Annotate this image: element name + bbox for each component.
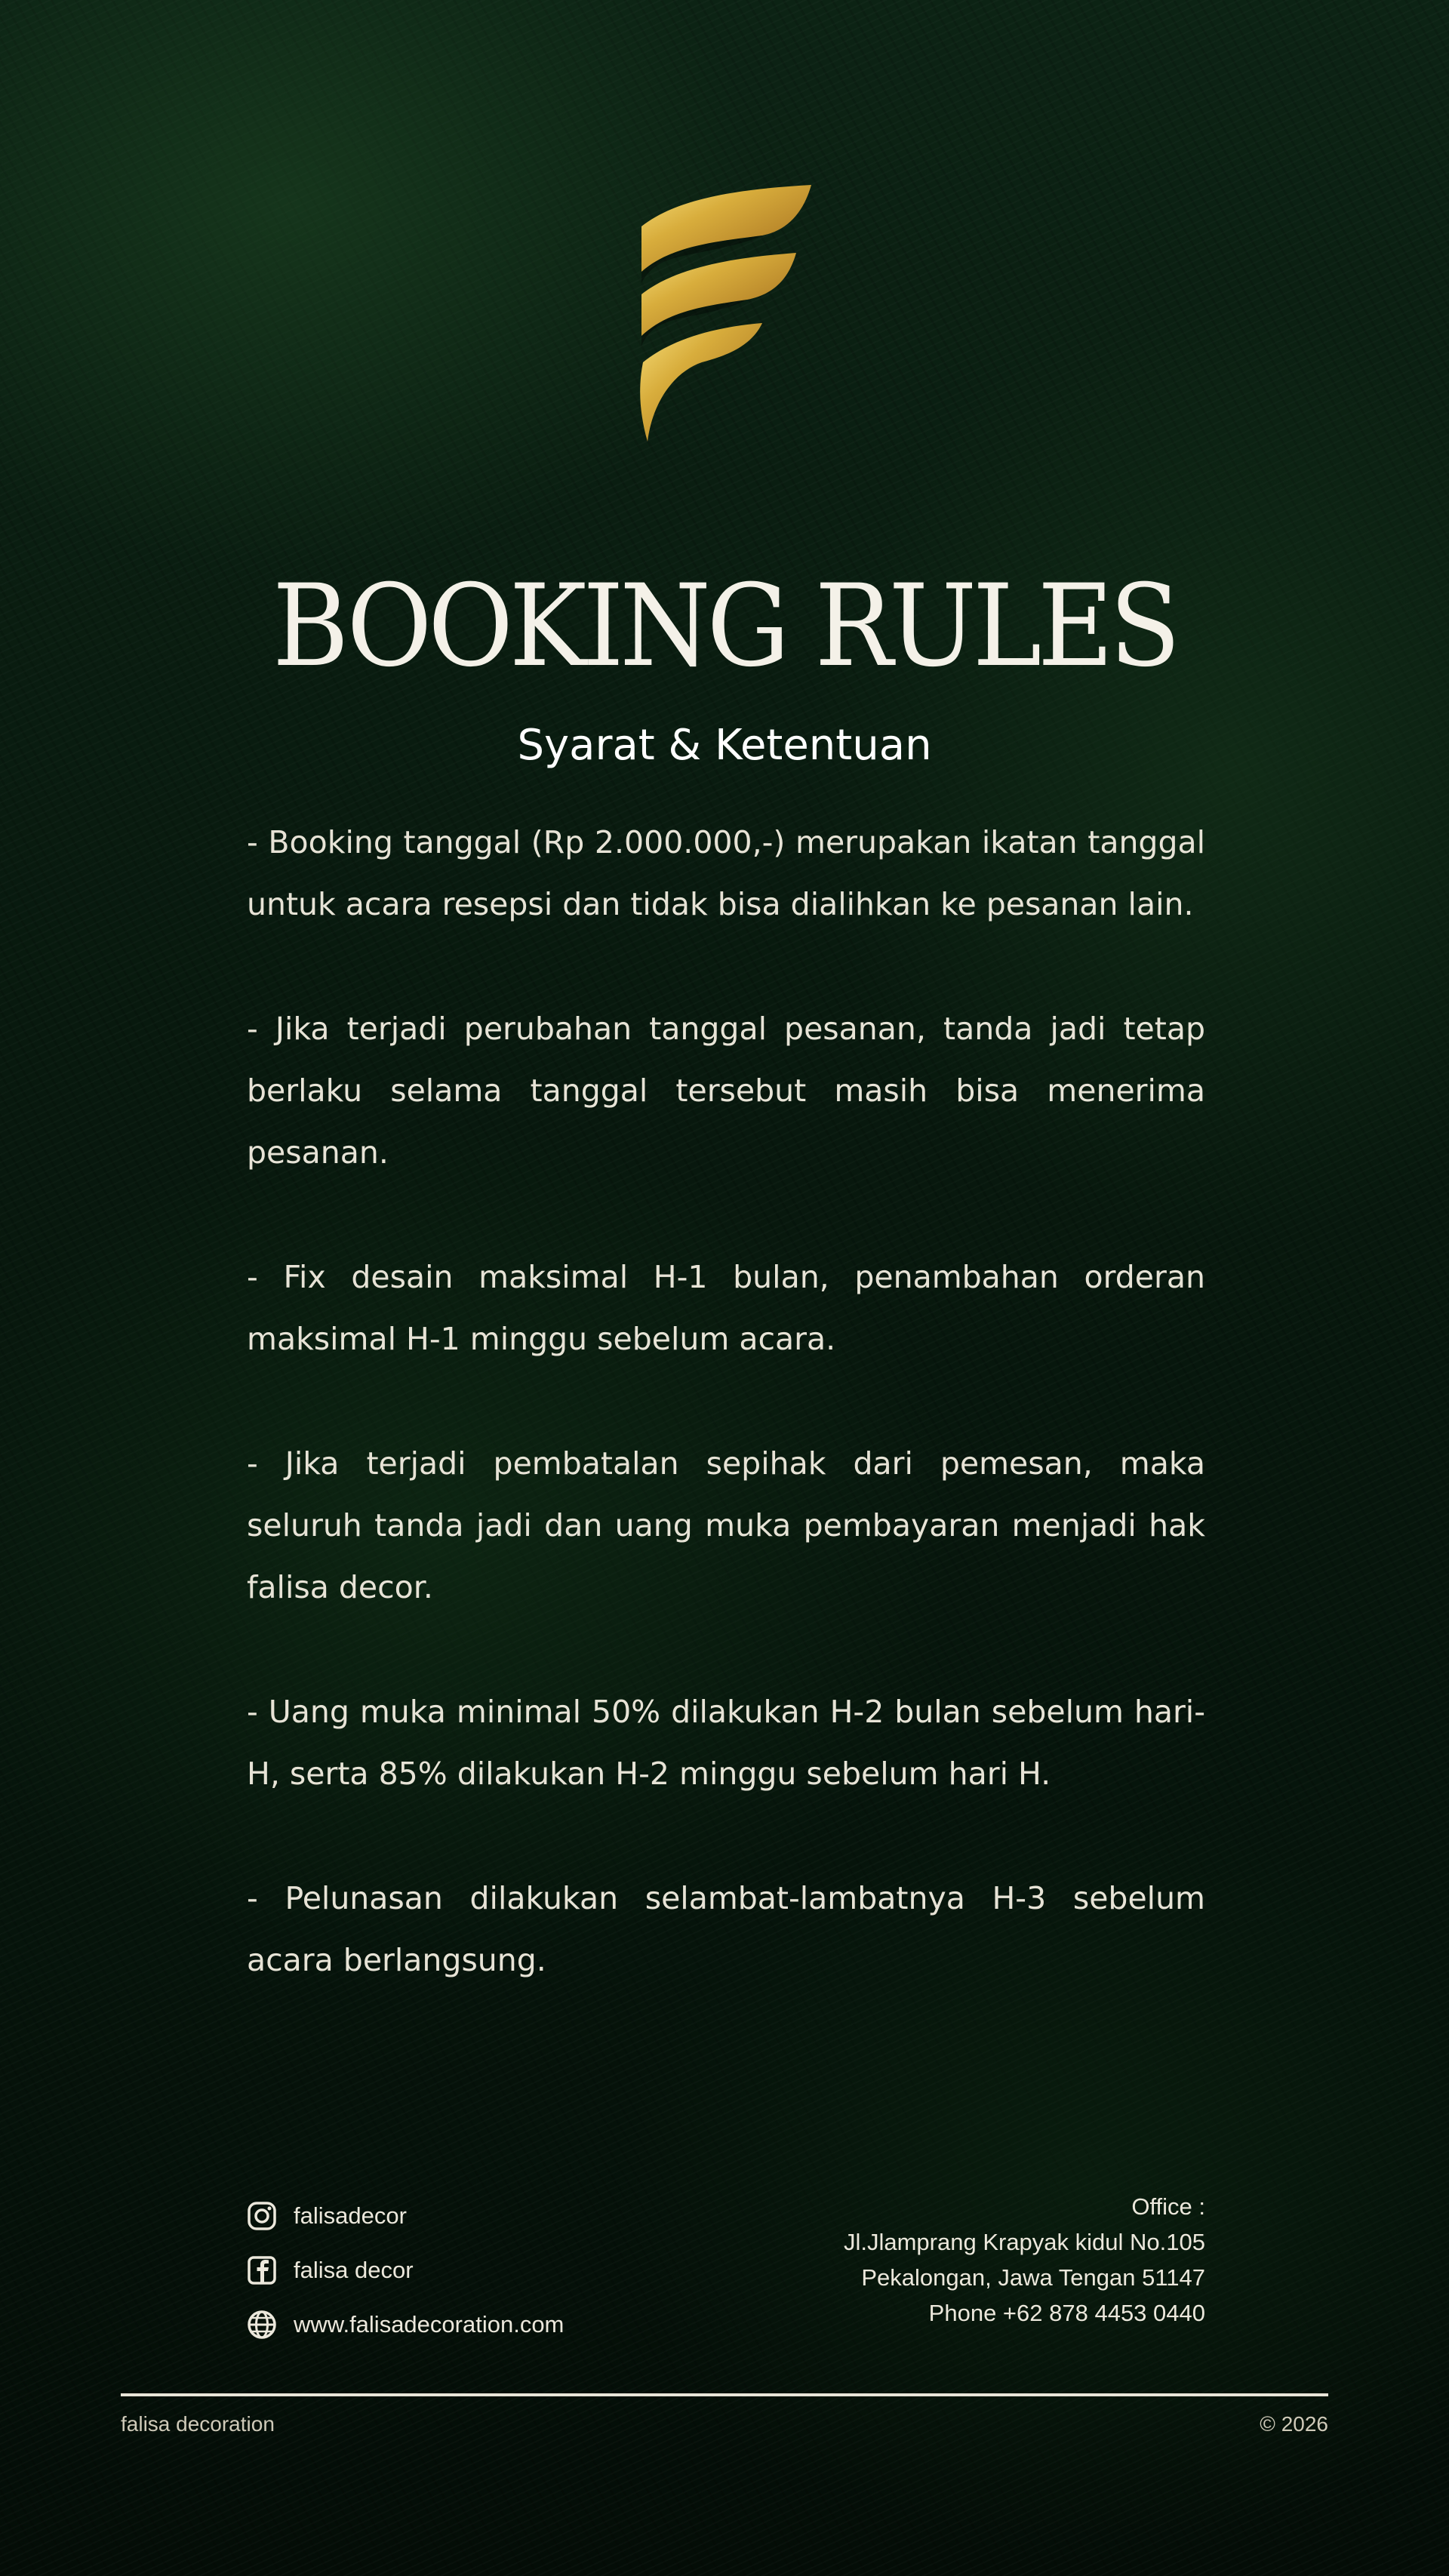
office-heading: Office : (1131, 2193, 1205, 2220)
rule-item: - Jika terjadi pembatalan sepihak dari pemesan, maka seluruh tanda jadi dan uang muka pembayaran menjadi hak falisa decor. (247, 1445, 1205, 1605)
footer-divider (121, 2393, 1328, 2396)
contact-website[interactable] (247, 2297, 775, 2352)
rule-item: - Jika terjadi perubahan tanggal pesanan, tanda jadi tetap berlaku selama tanggal tersebut masih bisa menerima pesanan. (247, 1011, 1205, 1171)
page-subtitle: Syarat & Ketentuan (517, 721, 932, 770)
gold-f-logo-icon (634, 181, 815, 445)
office-phone: Phone +62 878 4453 0440 (928, 2300, 1205, 2326)
instagram-handle: falisadecor (294, 2202, 407, 2229)
contact-facebook[interactable] (247, 2243, 775, 2297)
facebook-handle: falisa decor (294, 2257, 414, 2283)
page-title: BOOKING RULES (272, 561, 1177, 692)
office-address-line2: Pekalongan, Jawa Tengan 51147 (861, 2264, 1205, 2291)
website-url: www.falisadecoration.com (294, 2311, 565, 2337)
rule-item: - Booking tanggal (Rp 2.000.000,-) merupakan ikatan tanggal untuk acara resepsi dan tidak bisa dialihkan ke pesanan lain. (247, 824, 1205, 922)
facebook-icon (247, 2255, 277, 2285)
contact-instagram[interactable] (247, 2189, 775, 2243)
rule-item: - Fix desain maksimal H-1 bulan, penambahan orderan maksimal H-1 minggu sebelum acara. (247, 1259, 1205, 1357)
rule-item: - Pelunasan dilakukan selambat-lambatnya H-3 sebelum acara berlangsung. (247, 1880, 1205, 1978)
footer-copyright: © 2026 (1260, 2412, 1328, 2436)
instagram-icon (247, 2201, 277, 2231)
globe-icon (247, 2310, 277, 2340)
rules-list (247, 811, 1205, 2054)
office-address-line1: Jl.Jlamprang Krapyak kidul No.105 (843, 2229, 1205, 2255)
office-info (844, 2189, 1205, 2331)
footer-brand: falisa decoration (121, 2412, 275, 2436)
contact-list (247, 2189, 775, 2352)
rule-item: - Uang muka minimal 50% dilakukan H-2 bulan sebelum hari-H, serta 85% dilakukan H-2 minggu sebelum hari H. (247, 1694, 1205, 1792)
